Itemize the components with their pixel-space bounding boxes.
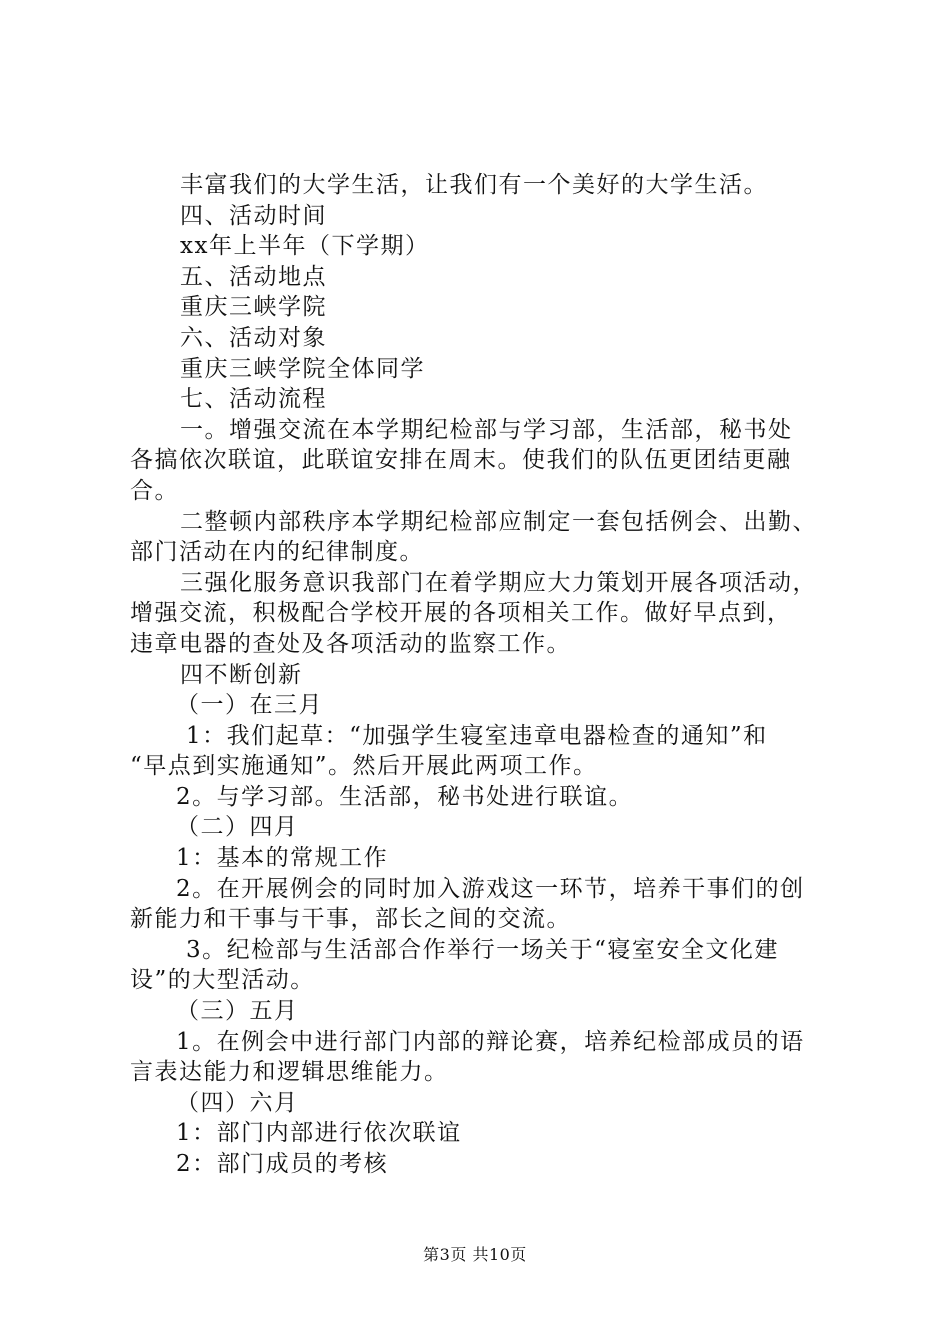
- page-number-footer: 第3页 共10页: [423, 1245, 527, 1264]
- subsection-heading-june: （四）六月: [176, 1089, 299, 1116]
- paragraph-line: 言表达能力和逻辑思维能力。: [130, 1059, 449, 1086]
- paragraph-line: 重庆三峡学院: [180, 294, 327, 321]
- paragraph-line: 重庆三峡学院全体同学: [180, 355, 425, 382]
- document-body: [130, 170, 830, 1180]
- section-heading-process: 七、活动流程: [180, 386, 327, 413]
- paragraph-line: “早点到实施通知”。然后开展此两项工作。: [130, 753, 598, 780]
- paragraph-line: 2：部门成员的考核: [176, 1151, 389, 1177]
- paragraph-line: 违章电器的查处及各项活动的监察工作。: [130, 630, 571, 657]
- paragraph-line: 2。与学习部。生活部，秘书处进行联谊。: [176, 783, 634, 810]
- paragraph-line: 合。: [130, 477, 179, 504]
- paragraph-line: 1：部门内部进行依次联谊: [176, 1120, 462, 1147]
- paragraph-line: 1。在例会中进行部门内部的辩论赛，培养纪检部成员的语: [176, 1028, 805, 1055]
- subsection-heading-may: （三）五月: [176, 998, 299, 1025]
- paragraph-line: 各搞依次联谊，此联谊安排在周末。使我们的队伍更团结更融: [130, 447, 792, 474]
- paragraph-line: 3。纪检部与生活部合作举行一场关于“寝室安全文化建: [186, 936, 779, 963]
- section-heading-audience: 六、活动对象: [180, 324, 327, 351]
- paragraph-line: 新能力和干事与干事，部长之间的交流。: [130, 906, 571, 933]
- paragraph-line: 一。增强交流在本学期纪检部与学习部，生活部，秘书处: [180, 416, 793, 443]
- section-heading-time: 四、活动时间: [180, 202, 327, 229]
- paragraph-line: 三强化服务意识我部门在着学期应大力策划开展各项活动，: [180, 569, 817, 596]
- paragraph-line: xx年上半年（下学期）: [180, 233, 430, 260]
- paragraph-line: 设”的大型活动。: [130, 967, 315, 994]
- paragraph-line: 丰富我们的大学生活，让我们有一个美好的大学生活。: [180, 172, 768, 198]
- subsection-heading-april: （二）四月: [176, 814, 299, 841]
- paragraph-line: 增强交流，积极配合学校开展的各项相关工作。做好早点到，: [130, 600, 792, 627]
- paragraph-line: 二整顿内部秩序本学期纪检部应制定一套包括例会、出勤、: [180, 508, 817, 535]
- subsection-heading-march: （一）在三月: [176, 692, 323, 719]
- paragraph-line: 2。在开展例会的同时加入游戏这一环节，培养干事们的创: [176, 875, 805, 902]
- section-heading-location: 五、活动地点: [180, 263, 327, 290]
- paragraph-line: 部门活动在内的纪律制度。: [130, 539, 424, 566]
- paragraph-line: 1：基本的常规工作: [176, 845, 389, 872]
- paragraph-line: 四不断创新: [180, 661, 303, 688]
- paragraph-line: 1：我们起草：“加强学生寝室违章电器检查的通知”和: [186, 722, 768, 749]
